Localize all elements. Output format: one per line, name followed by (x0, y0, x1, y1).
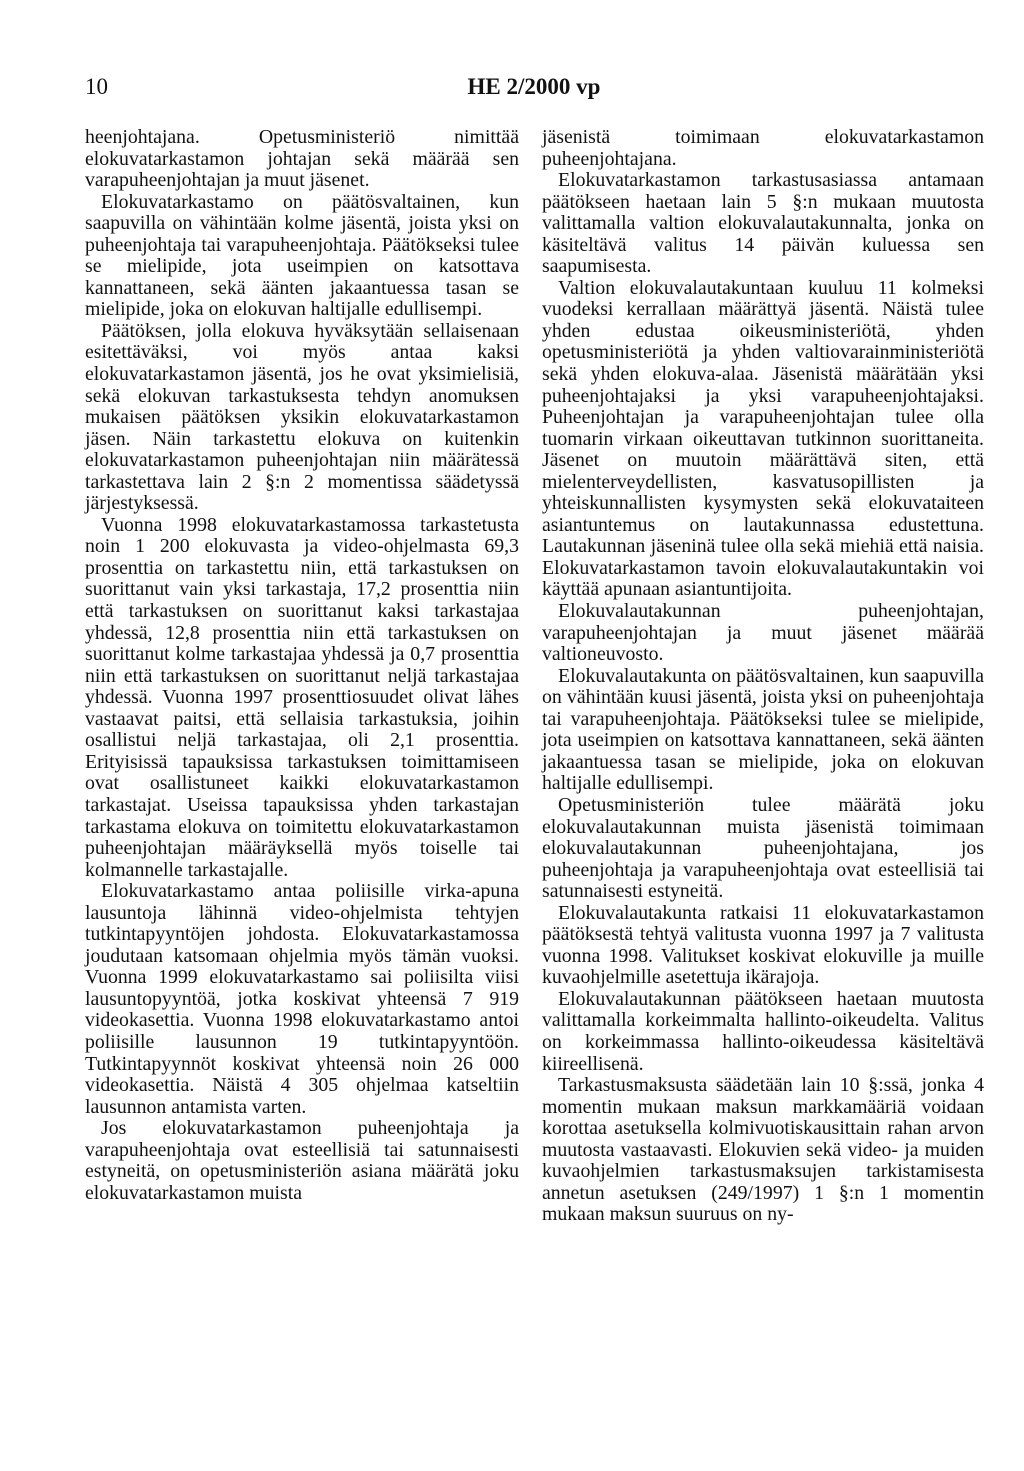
page-number: 10 (85, 74, 108, 99)
paragraph: Vuonna 1998 elokuvatarkastamossa tarkastetusta noin 1 200 elokuvasta ja video-ohjelmasta 69,3 prosenttia on tarkastettu niin, että tarkastuksen on suorittanut vain yksi tarkastaja, 17,2 prosenttia niin että tarkastuksen on suorittanut kaksi tarkastajaa yhdessä, 12,8 prosenttia niin että tarkastuksen on suorittanut kolme tarkastajaa yhdessä ja 0,7 prosenttia niin että tarkastuksen on suorittanut neljä tarkastajaa yhdessä. Vuonna 1997 prosenttiosuudet olivat lähes vastaavat paitsi, että sellaisia tarkastuksia, joihin osallistui neljä tarkastajaa, oli 2,1 prosenttia. Erityisissä tapauksissa tarkastuksen toimittamiseen ovat osallistuneet kaikki elokuvatarkastamon tarkastajat. Useissa tapauksissa yhden tarkastajan tarkastama elokuva on toimitettu elokuvatarkastamon puheenjohtajan määräyksellä myös toiselle tai kolmannelle tarkastajalle. (85, 513, 519, 881)
paragraph: Elokuvalautakunta on päätösvaltainen, kun saapuvilla on vähintään kuusi jäsentä, joista yksi on puheenjohtaja tai varapuheenjohtaja. Päätökseksi tulee se mielipide, jota useimpien on katsottava kannattaneen, sekä äänten jakaantuessa tasan se mielipide, joka on elokuvan haltijalle edullisempi. (542, 664, 984, 795)
paragraph: Elokuvatarkastamo on päätösvaltainen, kun saapuvilla on vähintään kolme jäsentä, joista yksi on puheenjohtaja tai varapuheenjohtaja. Päätökseksi tulee se mielipide, jota useimpien on katsottava kannattaneen, sekä äänten jakaantuessa tasan se mielipide, joka on elokuvan haltijalle edullisempi. (85, 190, 519, 321)
paragraph: Elokuvatarkastamo antaa poliisille virka-apuna lausuntoja lähinnä video-ohjelmista tehtyjen tutkintapyyntöjen johdosta. Elokuvatarkastamossa joudutaan katsomaan ohjelmia myös tämän vuoksi. Vuonna 1999 elokuvatarkastamo sai poliisilta viisi lausuntopyyntöä, jotka koskivat yhteensä 7 919 videokasettia. Vuonna 1998 elokuvatarkastamo antoi poliisille lausunnon 19 tutkintapyyntöön. Tutkintapyynnöt koskivat yhteensä noin 26 000 videokasettia. Näistä 4 305 ohjelmaa katseltiin lausunnon antamista varten. (85, 880, 519, 1118)
paragraph: Tarkastusmaksusta säädetään lain 10 §:ssä, jonka 4 momentin mukaan maksun markkamääriä voidaan korottaa asetuksella kolmivuotiskausittain rahan arvon muutosta vastaavasti. Elokuvien sekä video- ja muiden kuvaohjelmien tarkastusmaksujen tarkistamisesta annetun asetuksen (249/1997) 1 §:n 1 momentin mukaan maksun suuruus on ny- (542, 1074, 984, 1226)
running-header (85, 74, 983, 104)
paragraph: jäsenistä toimimaan elokuvatarkastamon puheenjohtajana. (542, 126, 984, 170)
right-text-column (542, 127, 984, 1226)
document-title: HE 2/2000 vp (467, 74, 601, 99)
paragraph: Elokuvalautakunta ratkaisi 11 elokuvatarkastamon päätöksestä tehtyä valitusta vuonna 1997 ja 7 valitusta vuonna 1998. Valitukset koskivat elokuville ja muille kuvaohjelmille asetettuja ikärajoja. (542, 901, 984, 989)
paragraph: heenjohtajana. Opetusministeriö nimittää elokuvatarkastamon johtajan sekä määrää sen varapuheenjohtajan ja muut jäsenet. (85, 126, 519, 192)
paragraph: Valtion elokuvalautakuntaan kuuluu 11 kolmeksi vuodeksi kerrallaan määrättyä jäsentä. Näistä tulee yhden edustaa oikeusministeriötä, yhden opetusministeriötä ja yhden valtiovarainministeriötä sekä yhden elokuva-alaa. Jäsenistä määrätään yksi puheenjohtajaksi ja yksi varapuheenjohtajaksi. Puheenjohtajan ja varapuheenjohtajan tulee olla tuomarin virkaan oikeuttavan tutkinnon suorittaneita. Jäsenet on muutoin määrättävä siten, että mielenterveydellisten, kasvatusopillisten ja yhteiskunnallisten kysymysten sekä elokuvataiteen asiantuntemus on lautakunnassa edustettuna. Lautakunnan jäseninä tulee olla sekä miehiä että naisia. Elokuvatarkastamon tavoin elokuvalautakuntakin voi käyttää apunaan asiantuntijoita. (542, 276, 984, 601)
paragraph: Elokuvatarkastamon tarkastusasiassa antamaan päätökseen haetaan lain 5 §:n mukaan muutosta valittamalla valtion elokuvalautakunnalta, jonka on käsiteltävä valitus 14 päivän kuluessa sen saapumisesta. (542, 169, 984, 278)
paragraph: Elokuvalautakunnan puheenjohtajan, varapuheenjohtajan ja muut jäsenet määrää valtioneuvosto. (542, 600, 984, 666)
left-text-column (85, 127, 519, 1204)
paragraph: Päätöksen, jolla elokuva hyväksytään sellaisenaan esitettäväksi, voi myös antaa kaksi elokuvatarkastamon jäsentä, jos he ovat yksimielisiä, sekä elokuvan tarkastuksesta tehdyn anomuksen mukaisen päätöksen yksikin elokuvatarkastamon jäsen. Näin tarkastettu elokuva on kuitenkin elokuvatarkastamon puheenjohtajan niin määrätessä tarkastettava lain 2 §:n 2 momentissa säädetyssä järjestyksessä. (85, 319, 519, 515)
paragraph: Elokuvalautakunnan päätökseen haetaan muutosta valittamalla korkeimmalta hallinto-oikeudelta. Valitus on korkeimmassa hallinto-oikeudessa käsiteltävä kiireellisenä. (542, 987, 984, 1075)
paragraph: Jos elokuvatarkastamon puheenjohtaja ja varapuheenjohtaja ovat esteellisiä tai satunnaisesti estyneitä, on opetusministeriön asiana määrätä joku elokuvatarkastamon muista (85, 1117, 519, 1204)
paragraph: Opetusministeriön tulee määrätä joku elokuvalautakunnan muista jäsenistä toimimaan elokuvalautakunnan puheenjohtajana, jos puheenjohtaja ja varapuheenjohtaja ovat esteellisiä tai satunnaisesti estyneitä. (542, 793, 984, 903)
